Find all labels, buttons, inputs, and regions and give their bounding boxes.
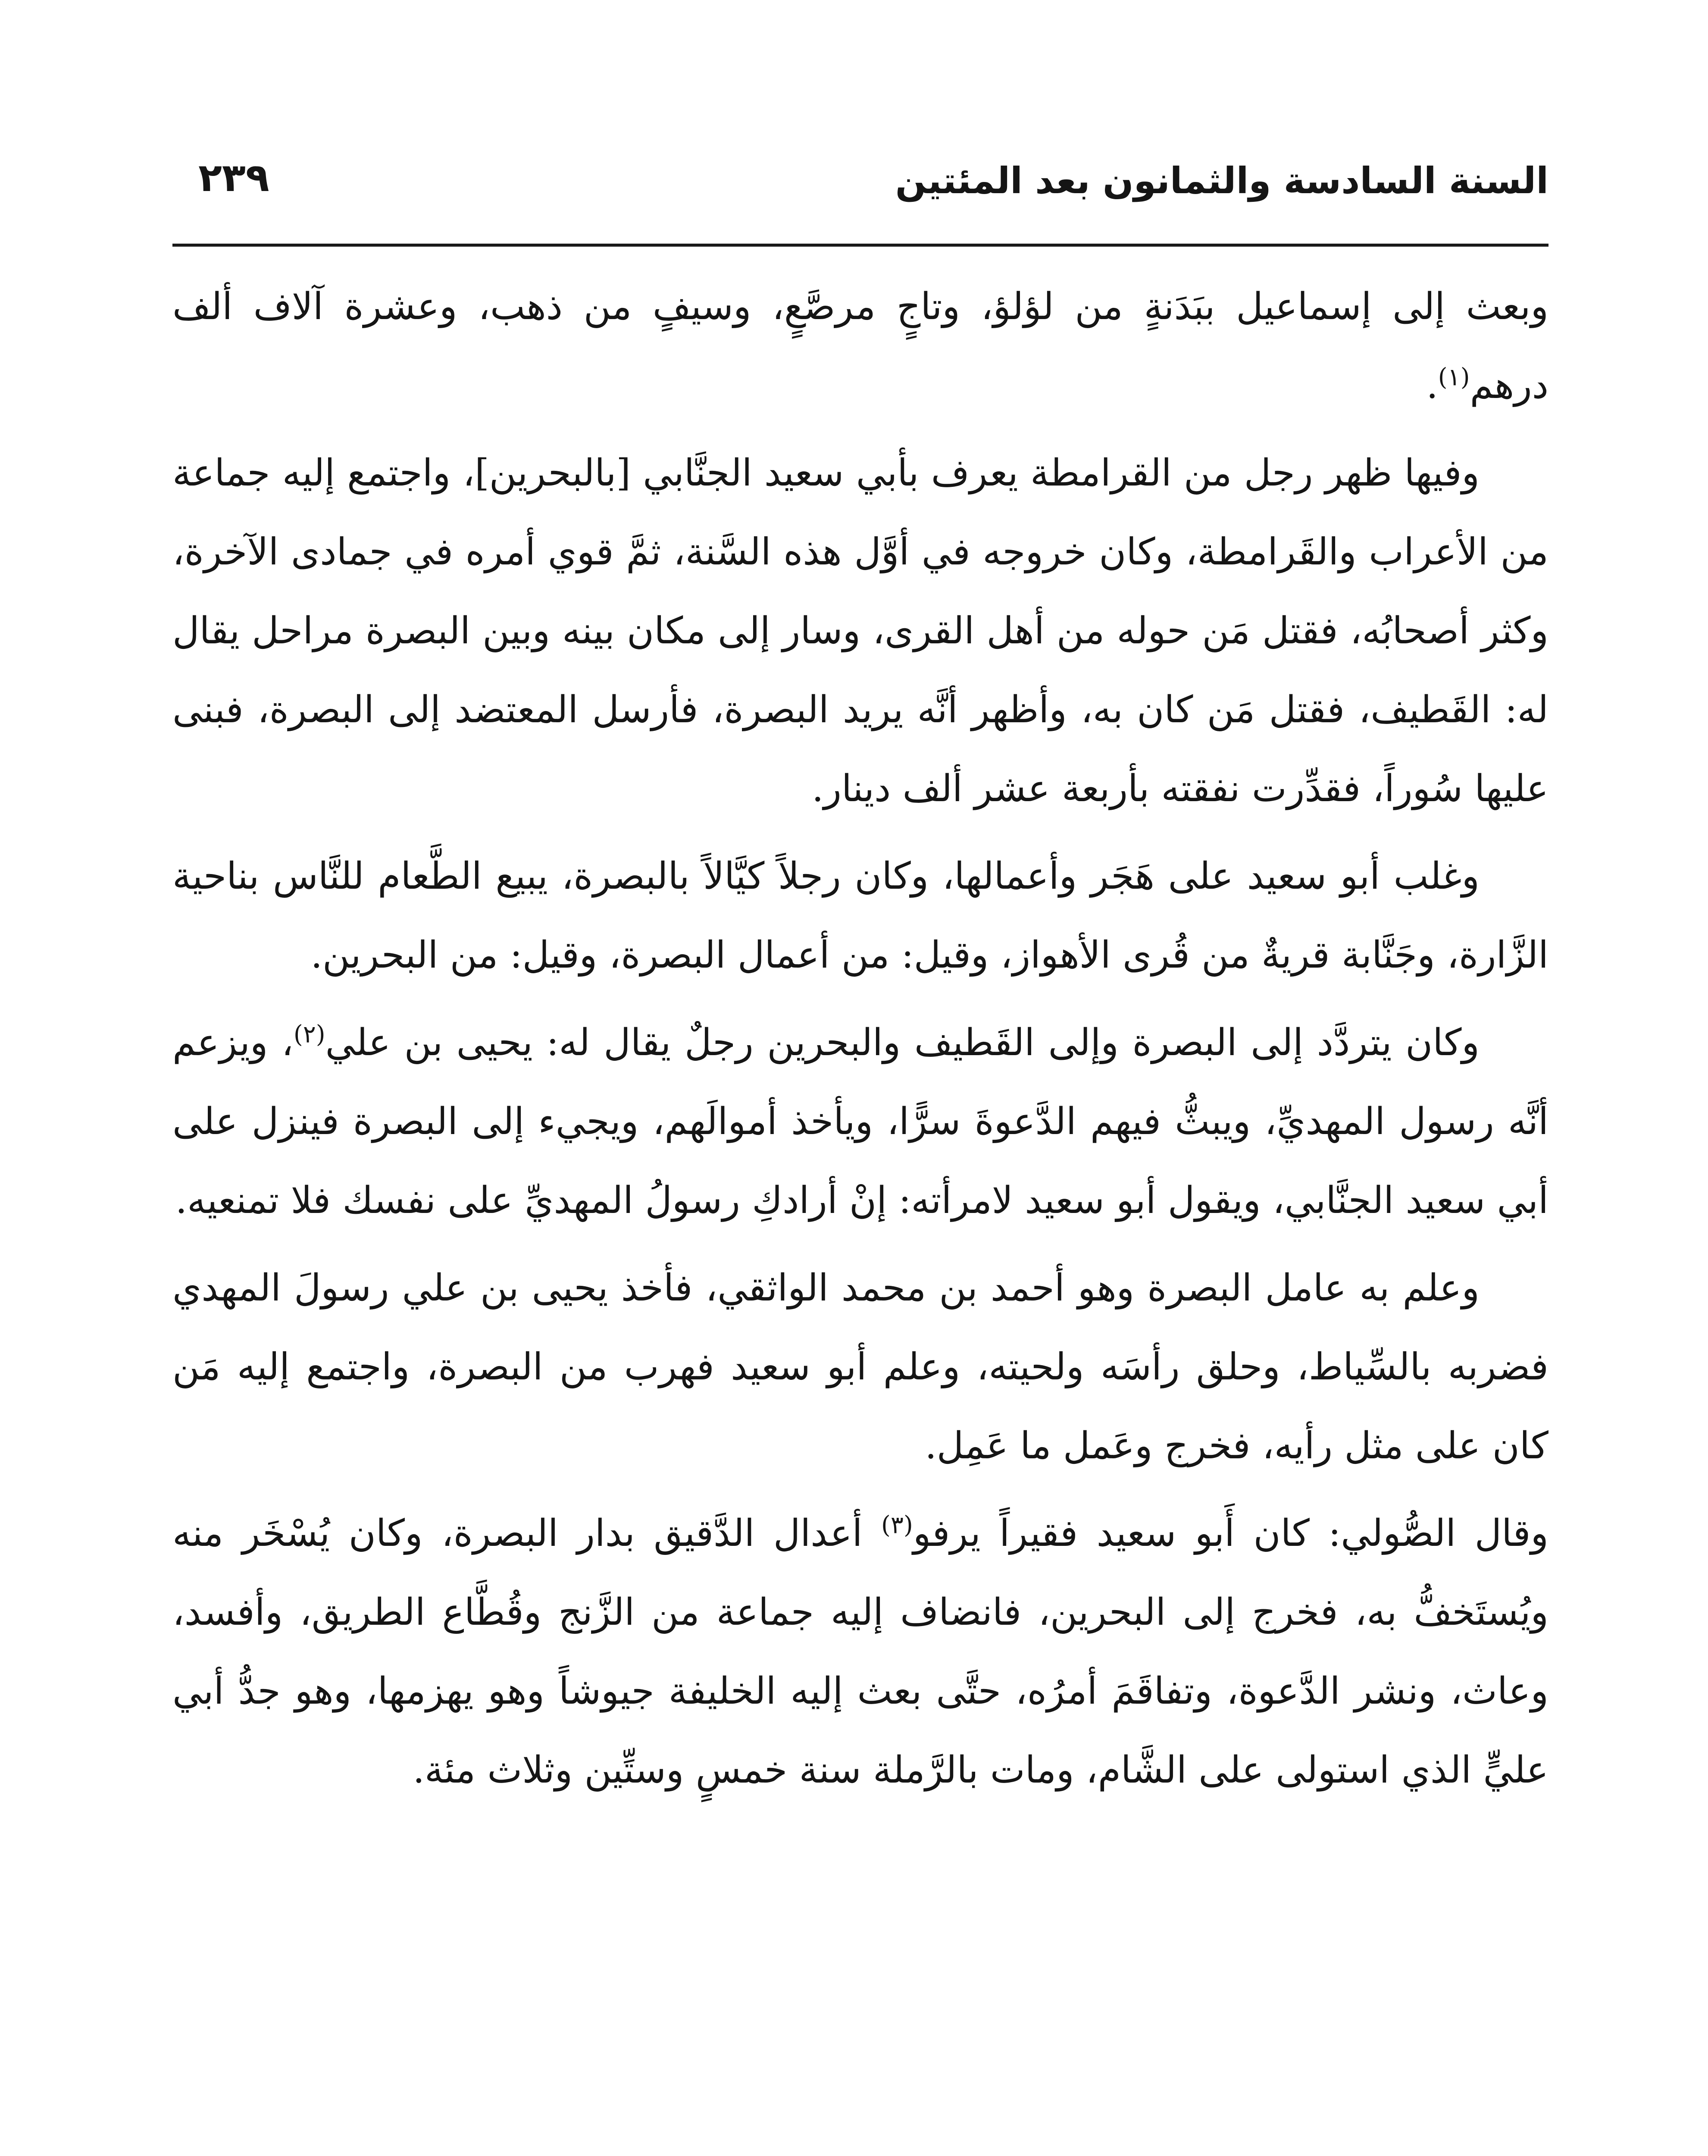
paragraph-text: وغلب أبو سعيد على هَجَر وأعمالها، وكان رجلاً كيَّالاً بالبصرة، يبيع الطَّعام للنَّاس بناحية الزَّارة، وجَنَّابة قريةٌ من قُرى الأهواز، وقيل: من أعمال البصرة، وقيل: من البحرين. bbox=[172, 855, 1548, 977]
footnote-ref: (١) bbox=[1438, 363, 1470, 392]
footnote-ref: (٢) bbox=[293, 1020, 325, 1049]
paragraph-text: وقال الصُّولي: كان أَبو سعيد فقيراً يرفو bbox=[913, 1512, 1549, 1555]
paragraph-text: وعلم به عامل البصرة وهو أحمد بن محمد الواثقي، فأخذ يحيى بن علي رسولَ المهدي فضربه بالسِّياط، وحلق رأسَه ولحيته، وعلم أبو سعيد فهرب من البصرة، واجتمع إليه مَن كان على مثل رأيه، فخرج وعَمل ما عَمِل. bbox=[172, 1266, 1548, 1467]
paragraph-text: وبعث إلى إسماعيل ببَدَنةٍ من لؤلؤ، وتاجٍ مرصَّعٍ، وسيفٍ من ذهب، وعشرة آلاف ألف درهم bbox=[172, 285, 1548, 407]
paragraph-text-after: . bbox=[1426, 364, 1438, 407]
header-divider bbox=[172, 244, 1548, 247]
paragraph-text: وفيها ظهر رجل من القرامطة يعرف بأبي سعيد الجنَّابي [بالبحرين]، واجتمع إليه جماعة من الأعراب والقَرامطة، وكان خروجه في أوَّل هذه السَّنة، ثمَّ قوي أمره في جمادى الآخرة، وكثر أصحابُه، فقتل مَن حوله من أهل القرى، وسار إلى مكان بينه وبين البصرة مراحل يقال له: القَطيف، فقتل مَن كان به، وأظهر أنَّه يريد البصرة، فأرسل المعتضد إلى البصرة، فبنى عليها سُوراً، فقدِّرت نفقته بأربعة عشر ألف دينار. bbox=[172, 451, 1548, 810]
paragraph-text-after: ، ويزعم أنَّه رسول المهديِّ، ويبثُّ فيهم الدَّعوةَ سرًّا، ويأخذ أموالَهم، ويجيء إلى البصرة فينزل على أبي سعيد الجنَّابي، ويقول أبو سعيد لامرأته: إنْ أرادكِ رسولُ المهديِّ على نفسك فلا تمنعيه. bbox=[172, 1021, 1548, 1222]
paragraph-text: وكان يتردَّد إلى البصرة وإلى القَطيف والبحرين رجلٌ يقال له: يحيى بن علي bbox=[325, 1021, 1480, 1064]
paragraph-text-after: أعدال الدَّقيق بدار البصرة، وكان يُسْخَر منه ويُستَخفُّ به، فخرج إلى البحرين، فانضاف إليه جماعة من الزَّنج وقُطَّاع الطريق، وأفسد، وعاث، ونشر الدَّعوة، وتفاقَمَ أمرُه، حتَّى بعث إليه الخليفة جيوشاً وهو يهزمها، وهو جدُّ أبي عليٍّ الذي استولى على الشَّام، ومات بالرَّملة سنة خمسٍ وستِّين وثلاث مئة. bbox=[172, 1512, 1548, 1792]
paragraph bbox=[172, 1003, 1548, 1240]
paragraph bbox=[172, 267, 1548, 425]
page-number: ٢٣٩ bbox=[198, 155, 269, 201]
running-title: السنة السادسة والثمانون بعد المئتين bbox=[895, 160, 1548, 202]
paragraph bbox=[172, 434, 1548, 828]
page-header bbox=[172, 142, 1548, 229]
paragraph bbox=[172, 837, 1548, 995]
paragraph bbox=[172, 1494, 1548, 1810]
paragraph bbox=[172, 1249, 1548, 1485]
footnote-ref: (٣) bbox=[881, 1511, 913, 1539]
main-text bbox=[172, 267, 1548, 1818]
